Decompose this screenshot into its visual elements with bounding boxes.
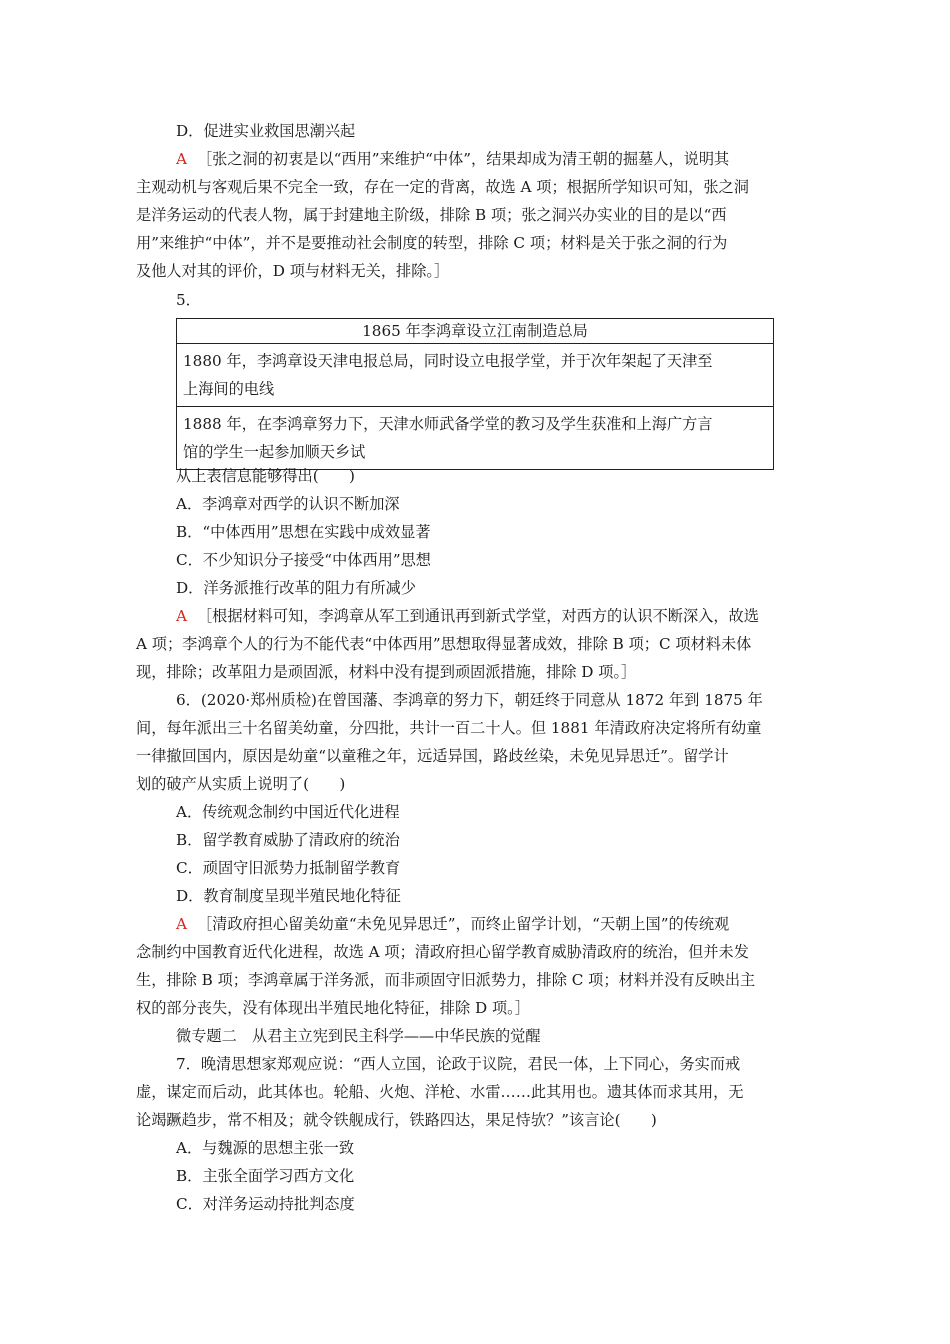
- q4-analysis-line-4: 用”来维护“中体”，并不是要推动社会制度的转型，排除 C 项；材料是关于张之洞的行为: [136, 234, 728, 252]
- q5-option-d: D．洋务派推行改革的阻力有所减少: [176, 579, 416, 597]
- q5-analysis-line-1: A ［根据材料可知，李鸿章从军工到通讯再到新式学堂，对西方的认识不断深入，故选: [176, 607, 759, 625]
- q6-answer: A: [176, 915, 187, 933]
- q4-analysis-line-2: 主观动机与客观后果不完全一致，存在一定的背离，故选 A 项；根据所学知识可知，张之洞: [136, 178, 749, 196]
- q5-stem: 从上表信息能够得出( ): [176, 467, 355, 485]
- q7-stem-line-1: 7．晚清思想家郑观应说：“西人立国，论政于议院，君民一体，上下同心，务实而戒: [176, 1055, 741, 1073]
- q6-stem-line-1: 6．(2020·郑州质检)在曾国藩、李鸿章的努力下，朝廷终于同意从 1872 年到 1875 年: [176, 691, 763, 709]
- q7-stem-line-2: 虚，谋定而后动，此其体也。轮船、火炮、洋枪、水雷……此其用也。遗其体而求其用，无: [136, 1083, 744, 1101]
- q4-option-d: D．促进实业救国思潮兴起: [176, 122, 356, 140]
- q6-analysis-line-4: 权的部分丧失，没有体现出半殖民地化特征，排除 D 项。］: [136, 999, 530, 1017]
- q6-option-d: D．教育制度呈现半殖民地化特征: [176, 887, 401, 905]
- q6-option-b: B．留学教育威胁了清政府的统治: [176, 831, 400, 849]
- q5-option-c: C．不少知识分子接受“中体西用”思想: [176, 551, 431, 569]
- q4-analysis-line-5: 及他人对其的评价，D 项与材料无关，排除。］: [136, 262, 450, 280]
- q5-option-a: A．李鸿章对西学的认识不断加深: [176, 495, 400, 513]
- q5-option-b: B．“中体西用”思想在实践中成效显著: [176, 523, 431, 541]
- q5-analysis-line-2: A 项；李鸿章个人的行为不能代表“中体西用”思想取得显著成效，排除 B 项；C 项材料未体: [136, 635, 752, 653]
- q6-option-c: C．顽固守旧派势力抵制留学教育: [176, 859, 401, 877]
- q5-number: 5．: [176, 291, 201, 309]
- q5-answer: A: [176, 607, 187, 625]
- q4-analysis-line-3: 是洋务运动的代表人物，属于封建地主阶级，排除 B 项；张之洞兴办实业的目的是以“西: [136, 206, 727, 224]
- q5-table: [176, 318, 774, 470]
- q5-table-row-1: 1880 年，李鸿章设天津电报总局，同时设立电报学堂，并于次年架起了天津至 上海间的电线: [177, 344, 774, 407]
- q6-analysis-line-1: A ［清政府担心留美幼童“未免见异思迁”，而终止留学计划，“天朝上国”的传统观: [176, 915, 730, 933]
- q7-stem-line-3: 论竭蹶趋步，常不相及；就令铁舰成行，铁路四达，果足恃欤？”该言论( ): [136, 1111, 657, 1129]
- q6-stem-line-2: 间，每年派出三十名留美幼童，分四批，共计一百二十人。但 1881 年清政府决定将所有幼童: [136, 719, 762, 737]
- q7-option-a: A．与魏源的思想主张一致: [176, 1139, 355, 1157]
- q4-answer: A: [176, 150, 187, 168]
- q6-stem-line-4: 划的破产从实质上说明了( ): [136, 775, 346, 793]
- q7-option-c: C．对洋务运动持批判态度: [176, 1195, 355, 1213]
- q4-analysis-line-1: A ［张之洞的初衷是以“西用”来维护“中体”，结果却成为清王朝的掘墓人，说明其: [176, 150, 730, 168]
- q6-analysis-line-3: 生，排除 B 项；李鸿章属于洋务派，而非顽固守旧派势力，排除 C 项；材料并没有反映出主: [136, 971, 756, 989]
- q5-table-row-2: 1888 年，在李鸿章努力下，天津水师武备学堂的教习及学生获准和上海广方言 馆的学生一起参加顺天乡试: [177, 407, 774, 470]
- q6-analysis-line-2: 念制约中国教育近代化进程，故选 A 项；清政府担心留学教育威胁清政府的统治，但并未发: [136, 943, 749, 961]
- q7-option-b: B．主张全面学习西方文化: [176, 1167, 355, 1185]
- section-heading: 微专题二 从君主立宪到民主科学——中华民族的觉醒: [176, 1027, 541, 1045]
- q6-stem-line-3: 一律撤回国内，原因是幼童“以童稚之年，远适异国，路歧丝染，未免见异思迁”。留学计: [136, 747, 729, 765]
- q5-table-header: 1865 年李鸿章设立江南制造总局: [177, 319, 774, 344]
- q5-analysis-line-3: 现，排除；改革阻力是顽固派，材料中没有提到顽固派措施，排除 D 项。］: [136, 663, 637, 681]
- q6-option-a: A．传统观念制约中国近代化进程: [176, 803, 400, 821]
